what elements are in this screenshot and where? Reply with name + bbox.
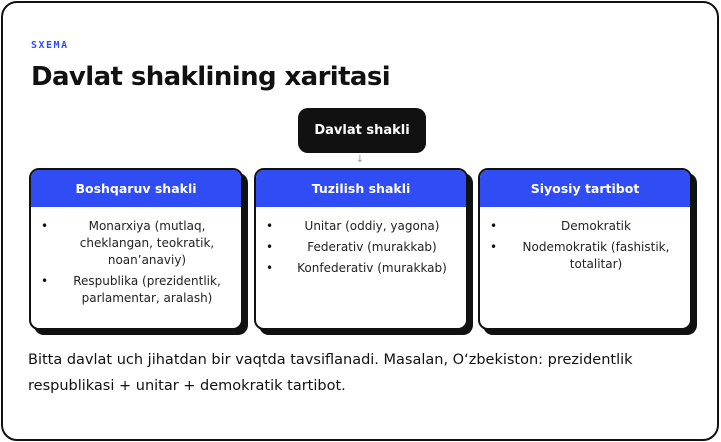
list-item: [266, 218, 454, 235]
list-item: [490, 218, 678, 235]
arrow-down-icon: ↓: [355, 154, 365, 165]
list-item-text: Nodemokratik (fashistik, totalitar): [522, 240, 670, 271]
section-kicker: SXEMA: [31, 40, 69, 51]
page-title: Davlat shaklining xaritasi: [31, 62, 391, 92]
list-item-text: Federativ (murakkab): [307, 240, 437, 254]
branch-title: Boshqaruv shakli: [31, 170, 241, 207]
bullet-icon: •: [266, 261, 274, 275]
branch-title: Tuzilish shakli: [256, 170, 466, 207]
bullet-icon: •: [266, 240, 274, 254]
branch-list: [31, 207, 241, 307]
branch-tuzilish: [254, 168, 468, 330]
list-item: [41, 273, 229, 307]
list-item-text: Demokratik: [561, 219, 631, 233]
bullet-icon: •: [490, 219, 498, 233]
footnote-text: Bitta davlat uch jihatdan bir vaqtda tavsiflanadi. Masalan, O‘zbekiston: prezidentlik respublikasi + unitar + demokratik tartibot.: [28, 352, 633, 394]
branch-siyosiy: [478, 168, 692, 330]
bullet-icon: •: [266, 219, 274, 233]
list-item-text: Respublika (prezidentlik, parlamentar, aralash): [73, 274, 221, 305]
bullet-icon: •: [490, 240, 498, 254]
bullet-icon: •: [41, 219, 49, 233]
list-item-text: Unitar (oddiy, yagona): [304, 219, 440, 233]
root-node-label: Davlat shakli: [314, 123, 410, 138]
list-item: [266, 239, 454, 256]
list-item-text: Monarxiya (mutlaq, cheklangan, teokratik, noan’anaviy): [79, 219, 215, 267]
root-node: [298, 108, 426, 153]
branch-title: Siyosiy tartibot: [480, 170, 690, 207]
list-item: [490, 239, 678, 273]
bullet-icon: •: [41, 274, 49, 288]
branch-list: [256, 207, 466, 277]
branch-list: [480, 207, 690, 273]
list-item-text: Konfederativ (murakkab): [297, 261, 447, 275]
list-item: [41, 218, 229, 269]
list-item: [266, 260, 454, 277]
branch-boshqaruv: [29, 168, 243, 330]
